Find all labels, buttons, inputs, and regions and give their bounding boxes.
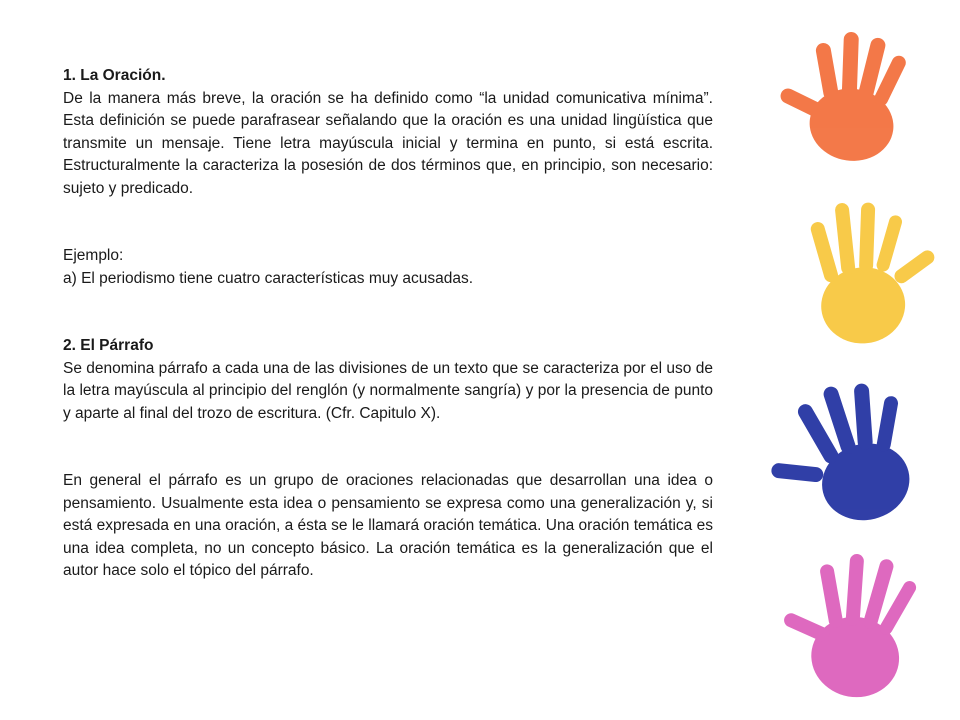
- blue-handprint-icon: [760, 380, 940, 540]
- section-heading-oracion: 1. La Oración.: [63, 67, 166, 84]
- orange-handprint-icon: [770, 25, 940, 175]
- document-body: [63, 65, 713, 583]
- section-heading-parrafo: 2. El Párrafo: [63, 337, 154, 354]
- handprint-decoration: [760, 20, 950, 710]
- paragraph-parrafo-general: En general el párrafo es un grupo de oraciones relacionadas que desarrollan una idea o pensamiento. Usualmente esta idea o pensamiento se expresa como una generalización y, si está expresada en una oración, a ésta se le llamará oración temática. Una oración temática es una idea completa, no un concepto básico. La oración temática es la generalización que el autor hace solo el tópico del párrafo.: [63, 472, 713, 579]
- yellow-handprint-icon: [780, 195, 950, 355]
- paragraph-oracion-definition: De la manera más breve, la oración se ha definido como “la unidad comunicativa mínima”. Esta definición se puede parafrasear señalando que la oración es una unidad lingüística que transmite un mensaje. Tiene letra mayúscula inicial y termina en punto, si está escrita. Estructuralmente la caracteriza la posesión de dos términos que, en principio, son necesario: sujeto y predicado.: [63, 89, 713, 197]
- pink-handprint-icon: [775, 550, 950, 710]
- example-item: a) El periodismo tiene cuatro características muy acusadas.: [63, 269, 474, 287]
- paragraph-parrafo-definition: Se denomina párrafo a cada una de las divisiones de un texto que se caracteriza por el uso de la letra mayúscula al principio del renglón (y normalmente sangría) y por la presencia de punto y aparte al final del trozo de escritura. (Cfr. Capitulo X).: [63, 359, 713, 422]
- example-label: Ejemplo:: [63, 247, 124, 264]
